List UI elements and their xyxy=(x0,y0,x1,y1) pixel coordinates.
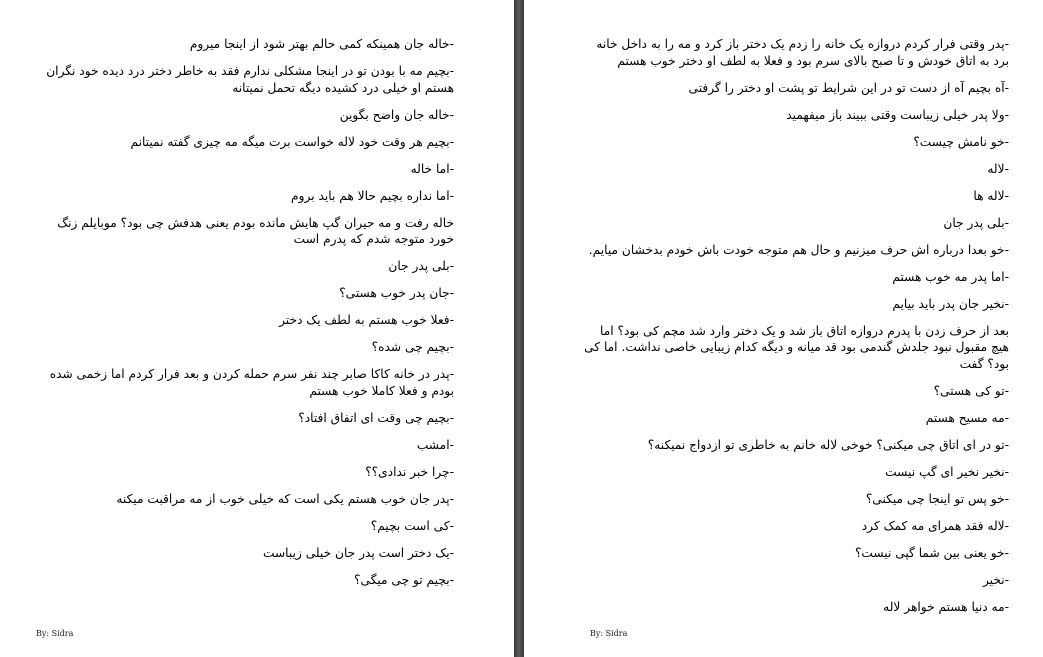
paragraph: -خاله جان همینکه کمی حالم بهتر شود از اینجا میروم xyxy=(189,37,454,51)
page-footer: By: Sidra xyxy=(36,629,74,638)
paragraph: -خو بعدا درباره اش حرف میزنیم و حال هم متوجه خودت باش خودم بدخشان میایم. xyxy=(588,242,1009,257)
right-page xyxy=(524,0,1043,657)
paragraph: -نخیر جان پدر باید بیایم xyxy=(892,296,1009,311)
paragraph: -اما خاله xyxy=(410,161,454,176)
right-page-text xyxy=(579,36,1009,626)
paragraph: خاله رفت و مه حیران گپ هایش مانده بودم یعنی هدفش چی بود؟ موبایلم زنگ خورد متوجه شدم که پدرم است xyxy=(57,215,454,246)
book-spine xyxy=(514,0,524,657)
paragraph: -امشب xyxy=(416,437,454,452)
paragraph: -لاله xyxy=(987,161,1009,176)
paragraph: -پدر وقتی فرار کردم دروازه یک خانه را زدم یک دختر باز کرد و مه را به داخل خانه برد به اتاق خودش و تا صبح بالای سرم بود و فعلا به لطف او دختر خوب هستم xyxy=(596,37,1009,68)
paragraph: -بچیم چی شده؟ xyxy=(371,340,454,354)
paragraph: -نخیر نخیر ای گپ نیست xyxy=(885,464,1009,479)
paragraph: -پدر در خانه کاکا صابر چند نفر سرم حمله کردن و بعد فرار کردم اما زخمی شده بودم و فعلا کاملا خوب هستم xyxy=(49,367,454,398)
paragraph: -تو در ای اتاق چی میکنی؟ خوخی لاله خانم به خاطری تو ازدواج نمیکنه؟ xyxy=(647,437,1009,452)
paragraph: -تو کی هستی؟ xyxy=(933,383,1009,398)
paragraph: -خو پس تو اینجا چی میکنی؟ xyxy=(865,491,1009,506)
paragraph: -فعلا خوب هستم به لطف یک دختر xyxy=(279,313,454,327)
paragraph: -بلی پدر جان xyxy=(388,259,454,273)
paragraph: -بچیم مه با بودن تو در اینجا مشکلی ندارم فقد به خاطر دختر درد دیده خود نگران هستم او خیلی درد کشیده دیگه تحمل نمیتانه xyxy=(46,64,454,95)
paragraph: -نخیر xyxy=(982,572,1009,587)
paragraph: -جان پدر خوب هستی؟ xyxy=(339,286,454,300)
paragraph: -بچیم چی وقت ای اتفاق افتاد؟ xyxy=(298,410,454,425)
page-footer: By: Sidra xyxy=(590,629,628,638)
left-page-text xyxy=(34,36,454,599)
paragraph: -بچیم هر وقت خود لاله خواست برت میگه مه چیزی گفته نمیتانم xyxy=(130,134,454,149)
paragraph: -خاله جان واضح بگوین xyxy=(339,107,454,122)
paragraph: -اما نداره بچیم حالا هم باید بروم xyxy=(291,188,454,203)
paragraph: -لاله ها xyxy=(973,188,1009,203)
paragraph: -یک دختر است پدر جان خیلی زیباست xyxy=(263,545,454,560)
paragraph: -ولا پدر خیلی زیباست وقتی ببیند باز میفهمید xyxy=(786,107,1009,122)
paragraph: -لاله فقد همرای مه کمک کرد xyxy=(861,518,1009,533)
paragraph: -بلی پدر جان xyxy=(943,215,1009,230)
paragraph: -مه دنیا هستم خواهر لاله xyxy=(883,599,1009,614)
paragraph: -آه بچیم آه از دست تو در این شرایط تو پشت او دختر را گرفتی xyxy=(688,80,1009,95)
paragraph: -اما پدر مه خوب هستم xyxy=(892,269,1009,284)
paragraph: -خو یعنی بین شما گپی نیست؟ xyxy=(854,545,1009,560)
paragraph: -کی است بچیم؟ xyxy=(370,518,454,533)
paragraph: -خو نامش چیست؟ xyxy=(913,134,1009,149)
left-page xyxy=(0,0,514,657)
paragraph: -مه مسیح هستم xyxy=(925,410,1009,425)
paragraph: -چرا خبر ندادی؟؟ xyxy=(365,464,454,479)
paragraph: -بچیم تو چی میگی؟ xyxy=(353,572,454,587)
paragraph: بعد از حرف زدن با پدرم دروازه اتاق باز شد و یک دختر وارد شد مچم کی بود؟ اما هیچ مقبول نبود جلدش گندمی بود قد میانه و دیگه کدام زیبایی خاصی نداشت. اما کی بود؟ گفت xyxy=(584,323,1009,371)
paragraph: -پدر جان خوب هستم یکی است که خیلی خوب از مه مراقبت میکنه xyxy=(116,491,454,506)
